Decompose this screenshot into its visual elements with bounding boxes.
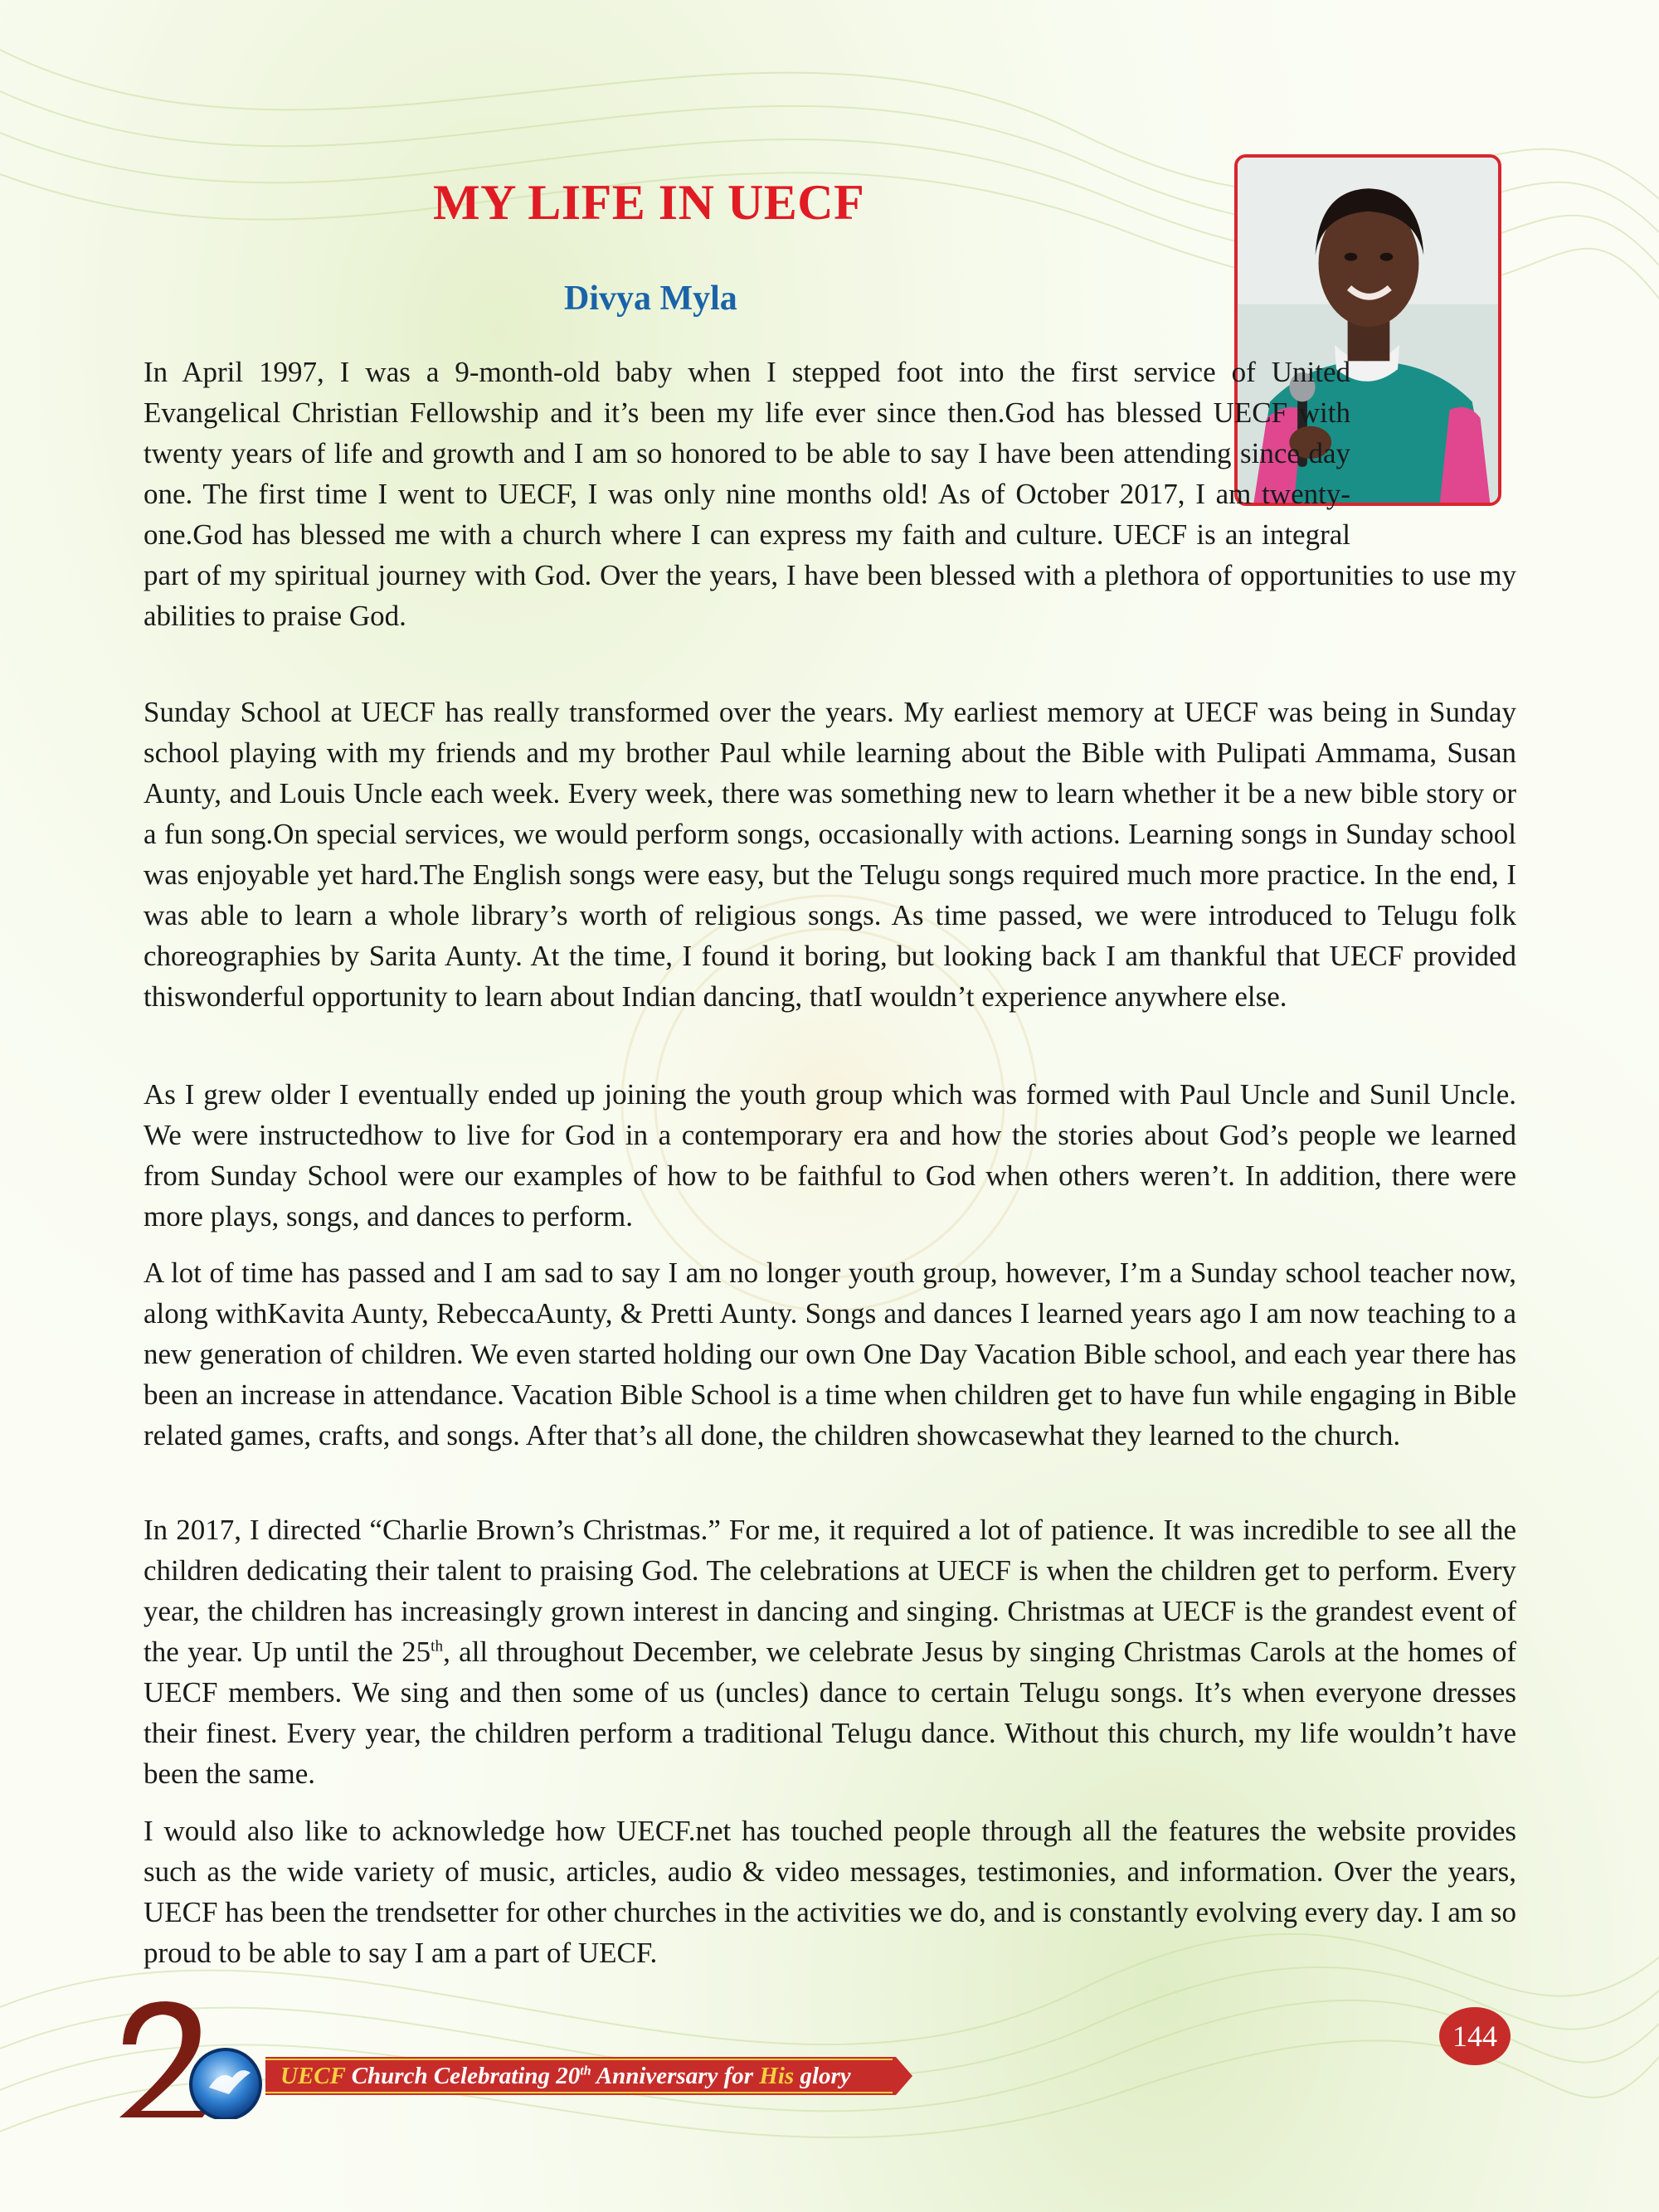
paragraph-2: Sunday School at UECF has really transformed over the years. My earliest memory at UECF was being in Sunday school playing with my friends and my brother Paul while learning about the Bible with Pulipati Ammama, Susan Aunty, and Louis Uncle each week. Every week, there was something new to learn whether it be a new bible story or a fun song.On special services, we would perform songs, occasionally with actions. Learning songs in Sunday school was enjoyable yet hard.The English songs were easy, but the Telugu songs required much more practice. In the end, I was able to learn a whole library’s worth of religious songs. As time passed, we were introduced to Telugu folk choreographies by Sarita Aunty. At the time, I found it boring, but looking back I am thankful that UECF provided thiswonderful opportunity to learn about Indian dancing, thatI wouldn’t experience anywhere else. — [144, 696, 1516, 1013]
footer-text-end: glory — [794, 2063, 851, 2089]
paragraph-3: As I grew older I eventually ended up joining the youth group which was formed with Paul Uncle and Sunil Uncle. We were instructedhow to live for God in a contemporary era and how the stories about God’s people we learned from Sunday School were our examples of how to be faithful to God when others weren’t. In addition, there were more plays, songs, and dances to perform. — [144, 1078, 1516, 1232]
footer-text-mid2: Anniversary for — [591, 2063, 760, 2089]
paragraph-5-text-b: , all throughout December, we celebrate Jesus by singing Christmas Carols at the homes of UECF members. We sing and then some of us (uncles) dance to certain Telugu songs. It’s when everyone dresses their finest. Every year, the children perform a traditional Telugu dance. Without this church, my life wouldn’t have been the same. — [144, 1636, 1516, 1790]
footer-banner — [265, 2057, 912, 2095]
article-author: Divya Myla — [564, 280, 737, 318]
paragraph-1-text: In April 1997, I was a 9-month-old baby when I stepped foot into the first service of United Evangelical Christian Fellowship and it’s been my life ever since then.God has blessed UECF with twenty years of life and growth and I am so honored to be able to say I have been attending since day one. The first time I went to UECF, I was only nine months old! As of October 2017, I am twenty-one.God has blessed me with a church where I can express my faith and culture. UECF is an integral part of my spiritual journey with God. Over the years, I have been blessed with a plethora of opportunities to use my abilities to praise God. — [144, 356, 1516, 632]
paragraph-5 — [144, 1510, 1516, 1794]
page-number-badge: 144 — [1439, 2007, 1511, 2065]
photo-wrap-space — [1350, 352, 1516, 555]
footer-ordinal: th — [580, 2064, 591, 2078]
paragraph-4: A lot of time has passed and I am sad to say I am no longer youth group, however, I’m a Sunday school teacher now, along withKavita Aunty, RebeccaAunty, & Pretti Aunty. Songs and dances I learned years ago I am now teaching to a new generation of children. We even started holding our own One Day Vacation Bible school, and each year there has been an increase in attendance. Vacation Bible School is a time when children get to have fun while engaging in Bible related games, crafts, and songs. After that’s all done, the children showcasewhat they learned to the church. — [144, 1257, 1516, 1451]
paragraph-6: I would also like to acknowledge how UECF.net has touched people through all the features the website provides such as the wide variety of music, articles, audio & video messages, testimonies, and information. Over the years, UECF has been the trendsetter for other churches in the activities we do, and is constantly evolving every day. I am so proud to be able to say I am a part of UECF. — [144, 1815, 1516, 1969]
footer-his: His — [759, 2063, 795, 2089]
paragraph-1 — [144, 352, 1516, 636]
footer-uecf: UECF — [280, 2063, 346, 2089]
paragraph-5-text-a: In 2017, I directed “Charlie Brown’s Christmas.” For me, it required a lot of patience. It was incredible to see all the children dedicating their talent to praising God. The celebrations at UECF is when the children get to perform. Every year, the children has increasingly grown interest in dancing and singing. Christmas at UECF is the grandest event of the year. Up until the 25 — [144, 1514, 1516, 1668]
ordinal-suffix: th — [431, 1637, 444, 1655]
article-title: MY LIFE IN UECF — [433, 175, 865, 230]
footer-text-mid: Church Celebrating 20 — [345, 2063, 581, 2089]
footer-banner-text — [280, 2063, 851, 2090]
anniversary-20-logo — [116, 1986, 282, 2119]
